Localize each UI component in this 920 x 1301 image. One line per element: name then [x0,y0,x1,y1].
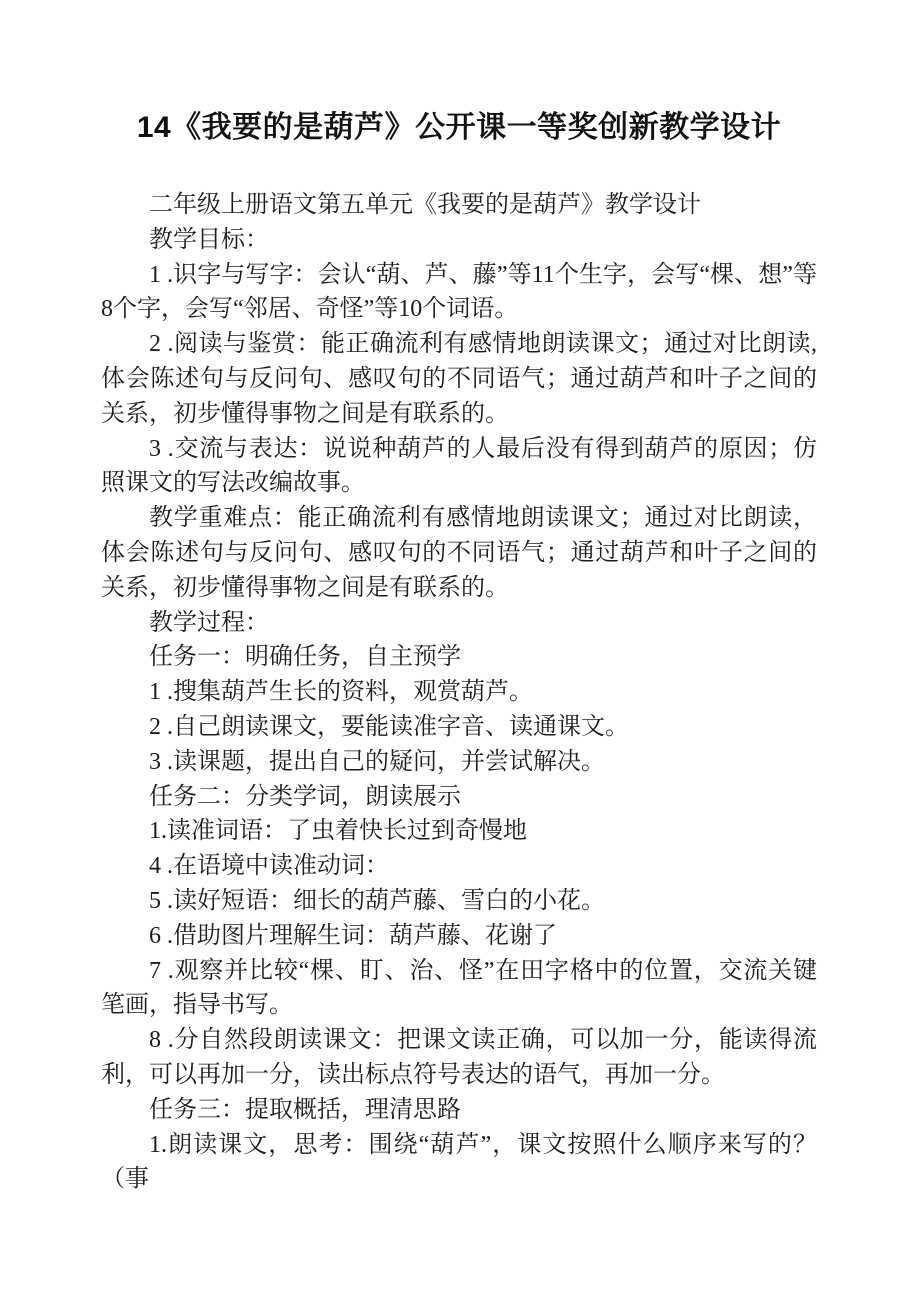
paragraph: 8 .分自然段朗读课文：把课文读正确，可以加一分，能读得流利，可以再加一分，读出标点符号表达的语气，再加一分。 [101,1027,817,1088]
paragraph: 教学过程： [149,609,269,636]
paragraph: 3 .交流与表达：说说种葫芦的人最后没有得到葫芦的原因；仿照课文的写法改编故事。 [101,435,817,497]
paragraph: 2 .阅读与鉴赏：能正确流利有感情地朗读课文；通过对比朗读,体会陈述句与反问句、感叹句的不同语气；通过葫芦和叶子之间的关系，初步懂得事物之间是有联系的。 [101,331,817,427]
paragraph: 5 .读好短语：细长的葫芦藤、雪白的小花。 [149,887,605,914]
paragraph: 二年级上册语文第五单元《我要的是葫芦》教学设计 [149,192,701,218]
paragraph: 1 .识字与写字：会认“葫、芦、藤”等11个生字，会写“棵、想”等8个字，会写“邻居、奇怪”等10个词语。 [101,261,817,323]
paragraph: 任务一：明确任务，自主预学 [149,644,461,671]
paragraph: 1 .搜集葫芦生长的资料，观赏葫芦。 [149,679,533,706]
paragraph: 任务二：分类学词，朗读展示 [149,783,461,810]
paragraph: 1.读准词语：了虫着快长过到奇慢地 [149,818,527,845]
document-title: 14《我要的是葫芦》公开课一等奖创新教学设计 [136,111,782,144]
paragraph: 任务三：提取概括，理清思路 [149,1096,461,1123]
paragraph: 7 .观察并比较“棵、盯、治、怪”在田字格中的位置，交流关键笔画，指导书写。 [101,957,817,1019]
paragraph: 2 .自己朗读课文，要能读准字音、读通课文。 [149,713,629,740]
paragraph: 教学重难点：能正确流利有感情地朗读课文；通过对比朗读，体会陈述句与反问句、感叹句的不同语气；通过葫芦和叶子之间的关系，初步懂得事物之间是有联系的。 [101,505,817,601]
document-body [101,188,817,1197]
paragraph: 4 .在语境中读准动词： [149,853,389,880]
paragraph: 1.朗读课文，思考：围绕“葫芦”，课文按照什么顺序来写的？（事 [101,1131,817,1193]
paragraph: 3 .读课题，提出自己的疑问，并尝试解决。 [149,748,605,775]
paragraph: 教学目标： [149,226,269,253]
paragraph: 6 .借助图片理解生词：葫芦藤、花谢了 [149,922,557,949]
